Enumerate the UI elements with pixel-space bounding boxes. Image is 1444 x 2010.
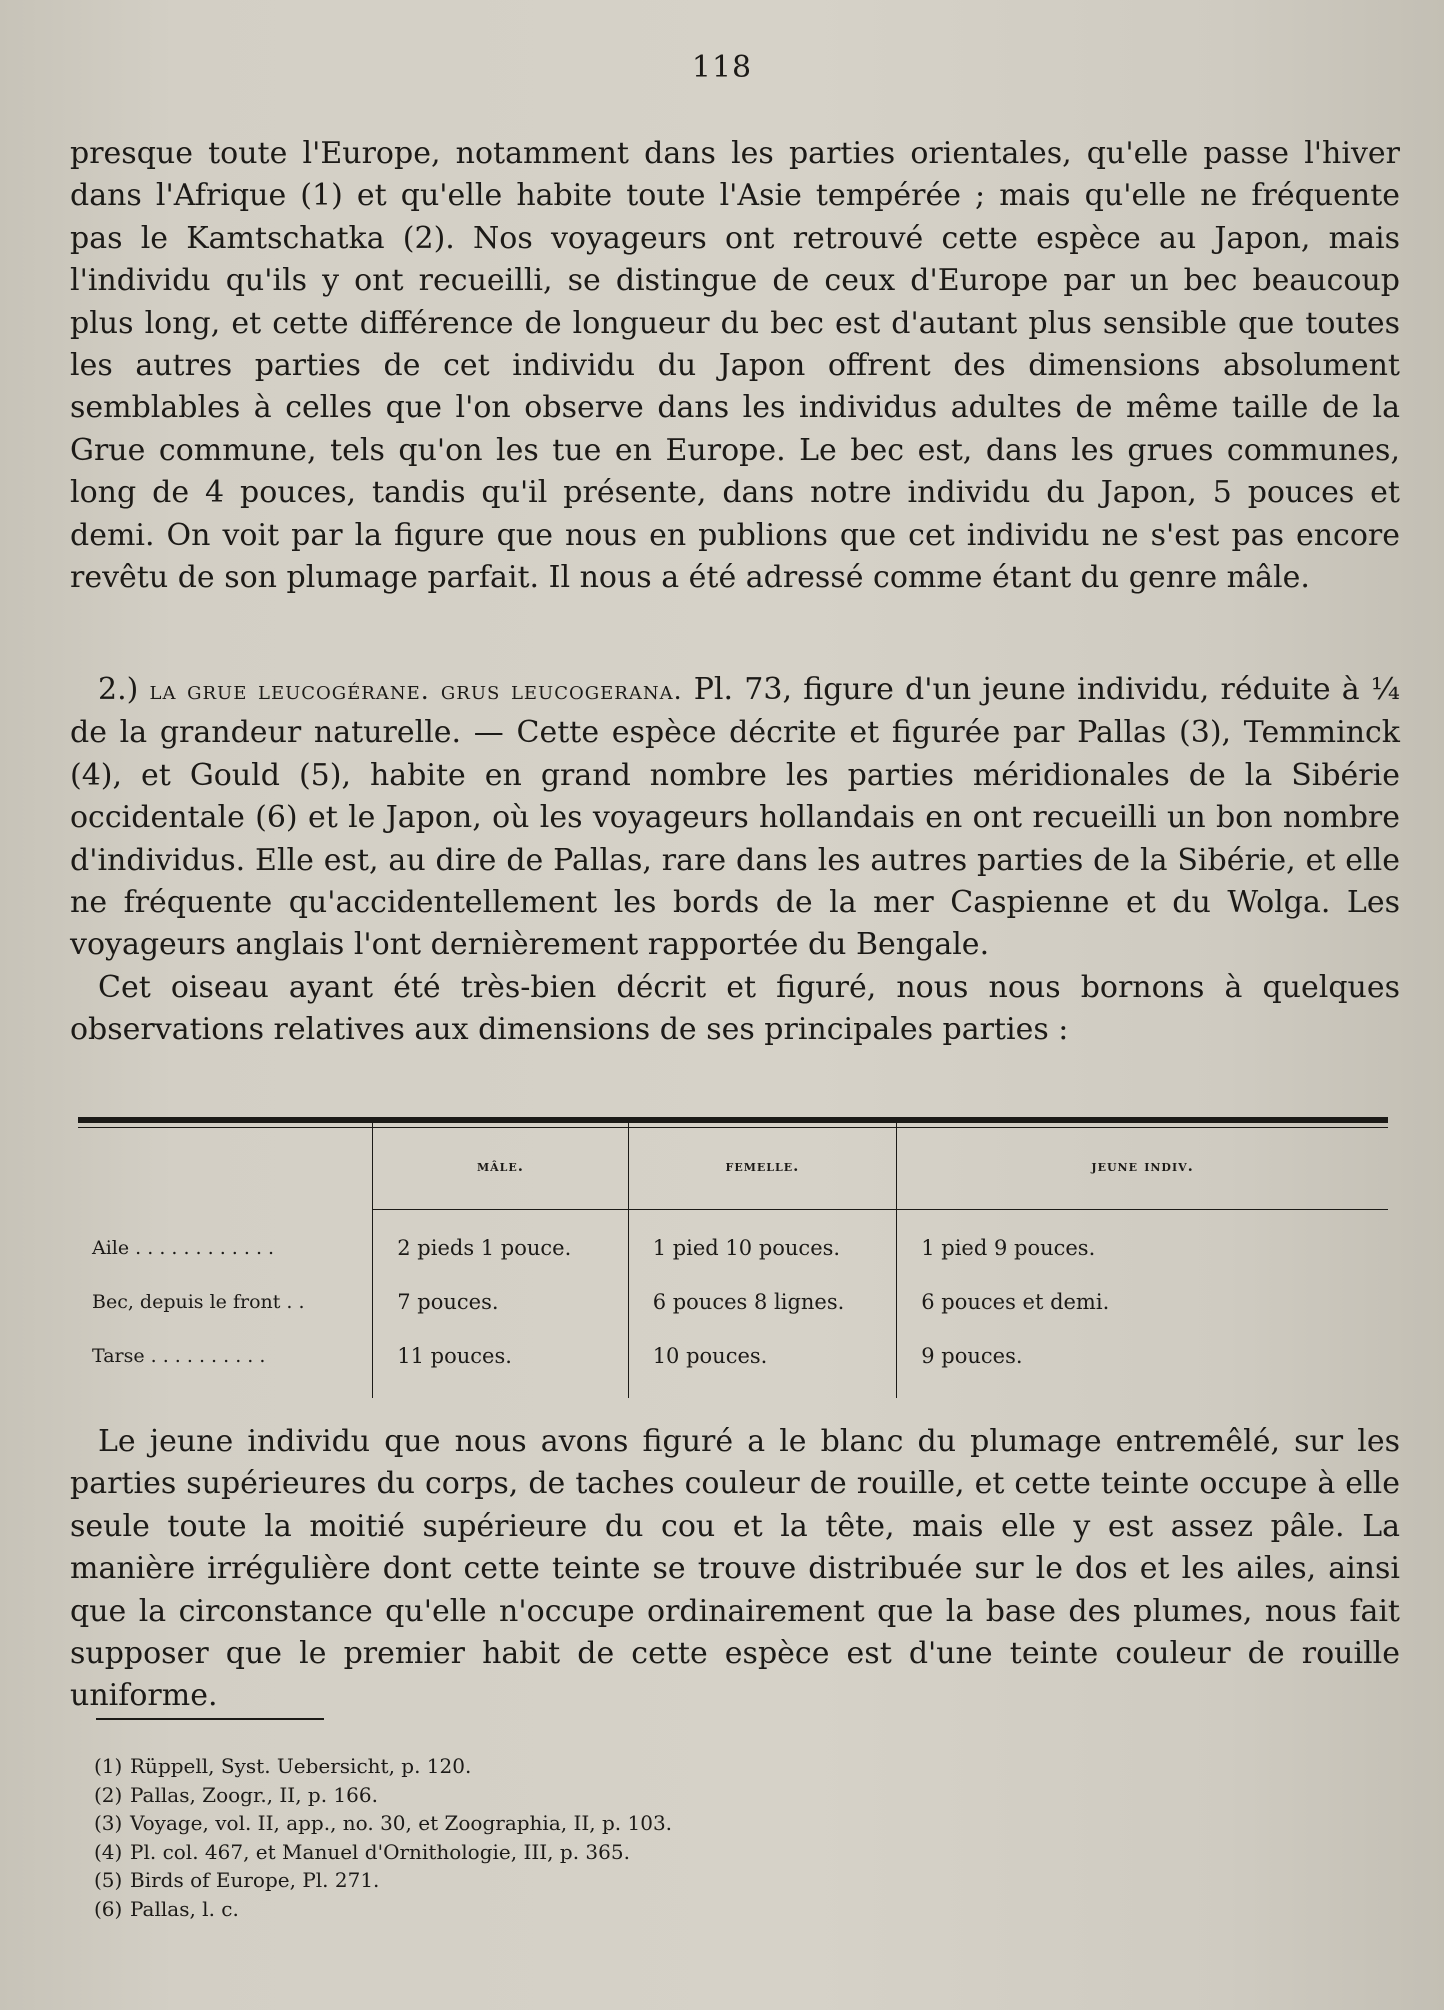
table-row [78, 1329, 1388, 1398]
footnote-text: Pallas, Zoogr., II, p. 166. [130, 1782, 378, 1807]
table-row [78, 1275, 1388, 1329]
footnote-number: (6) [94, 1896, 123, 1921]
cell-femelle: 1 pied 10 pouces. [628, 1210, 897, 1276]
row-label: Tarse . . . . . . . . . . [92, 1345, 266, 1367]
cell-jeune: 1 pied 9 pouces. [897, 1210, 1388, 1276]
table-header-femelle: femelle. [628, 1123, 897, 1210]
footnote-number: (4) [94, 1839, 123, 1864]
page-number: 118 [691, 50, 753, 85]
cell-femelle: 10 pouces. [628, 1329, 897, 1398]
paragraph-text: Le jeune individu que nous avons figuré a le blanc du plumage entremêlé, sur les parties supérieures du corps, de taches couleur de rouille, et cette teinte occupe à elle seule toute la moitié supérieure du cou et la tête, mais elle y est assez pâle. La manière irrégulière dont cette teinte se trouve distribuée sur le dos et les ailes, ainsi que la circonstance qu'elle n'occupe ordinairement que la base des plumes, nous fait supposer que le premier habit de cette espèce est d'une teinte couleur de rouille uniforme. [70, 1424, 1400, 1714]
cell-male: 7 pouces. [373, 1275, 628, 1329]
species-name-french: la grue leucogérane. [149, 676, 430, 705]
footnote-divider [96, 1718, 324, 1720]
footnote-text: Birds of Europe, Pl. 271. [130, 1868, 380, 1892]
row-label: Bec, depuis le front . . [92, 1291, 305, 1313]
species-description: Pl. 73, figure d'un jeune individu, réduite à ¼ de la grandeur naturelle. — Cette espèce décrite et figurée par Pallas (3), Temminck (4), et Gould (5), habite en grand nombre les parties méridionales de la Sibérie occidentale (6) et le Japon, où les voyageurs hollandais en ont recueilli un bon nombre d'individus. Elle est, au dire de Pallas, rare dans les autres parties de la Sibérie, et elle ne fréquente qu'accidentellement les bords de la mer Caspienne et du Wolga. Les voyageurs anglais l'ont dernièrement rapportée du Bengale. [70, 672, 1400, 963]
species-number: 2.) [98, 672, 139, 707]
table-header-male: mâle. [373, 1123, 628, 1210]
cell-male: 2 pieds 1 pouce. [373, 1210, 628, 1276]
footnote [94, 1895, 994, 1924]
species-name-latin: grus leucogerana. [440, 676, 683, 705]
dimensions-table [78, 1117, 1388, 1398]
paragraph-text: presque toute l'Europe, notamment dans les parties orientales, qu'elle passe l'hiver dans l'Afrique (1) et qu'elle habite toute l'Asie tempérée ; mais qu'elle ne fréquente pas le Kamtschatka (2). Nos voyageurs ont retrouvé cette espèce au Japon, mais l'individu qu'ils y ont recueilli, se distingue de ceux d'Europe par un bec beaucoup plus long, et cette différence de longueur du bec est d'autant plus sensible que toutes les autres parties de cet individu du Japon offrent des dimensions absolument semblables à celles que l'on observe dans les individus adultes de même taille de la Grue commune, tels qu'on les tue en Europe. Le bec est, dans les grues communes, long de 4 pouces, tandis qu'il présente, dans notre individu du Japon, 5 pouces et demi. On voit par la figure que nous en publions que cet individu ne s'est pas encore revêtu de son plumage parfait. Il nous a été adressé comme étant du genre mâle. [70, 136, 1400, 596]
footnote-text: Pallas, l. c. [130, 1896, 239, 1921]
table-row [78, 1210, 1388, 1276]
paragraph-juvenile-plumage [70, 1421, 1400, 1718]
dimensions-table-grid [78, 1123, 1388, 1398]
cell-jeune: 9 pouces. [897, 1329, 1388, 1398]
cell-male: 11 pouces. [373, 1329, 628, 1398]
footnote [94, 1809, 994, 1838]
table-header-row [78, 1123, 1388, 1210]
footnote [94, 1781, 994, 1810]
footnote-text: Voyage, vol. II, app., no. 30, et Zoographia, II, p. 103. [130, 1811, 673, 1835]
paragraph-grus-cinerea-continued [70, 133, 1400, 599]
footnote [94, 1838, 994, 1867]
table-header-empty [78, 1123, 373, 1210]
table-header-jeune: jeune indiv. [897, 1123, 1388, 1210]
cell-jeune: 6 pouces et demi. [897, 1275, 1388, 1329]
footnote [94, 1752, 994, 1781]
footnote-number: (3) [94, 1811, 123, 1835]
footnote-number: (1) [94, 1754, 123, 1778]
footnote-text: Rüppell, Syst. Uebersicht, p. 120. [130, 1754, 472, 1778]
footnote-text: Pl. col. 467, et Manuel d'Ornithologie, III, p. 365. [130, 1839, 630, 1864]
footnotes [94, 1752, 994, 1923]
footnote-number: (5) [94, 1868, 123, 1892]
cell-femelle: 6 pouces 8 lignes. [628, 1275, 897, 1329]
footnote [94, 1866, 994, 1895]
row-label: Aile . . . . . . . . . . . . [92, 1236, 275, 1259]
paragraph-grus-leucogerana [70, 669, 1400, 1052]
paragraph-observations-intro: Cet oiseau ayant été très-bien décrit et figuré, nous nous bornons à quelques observations relatives aux dimensions de ses principales parties : [70, 969, 1400, 1048]
footnote-number: (2) [94, 1782, 123, 1807]
paragraph-text [70, 669, 1400, 967]
